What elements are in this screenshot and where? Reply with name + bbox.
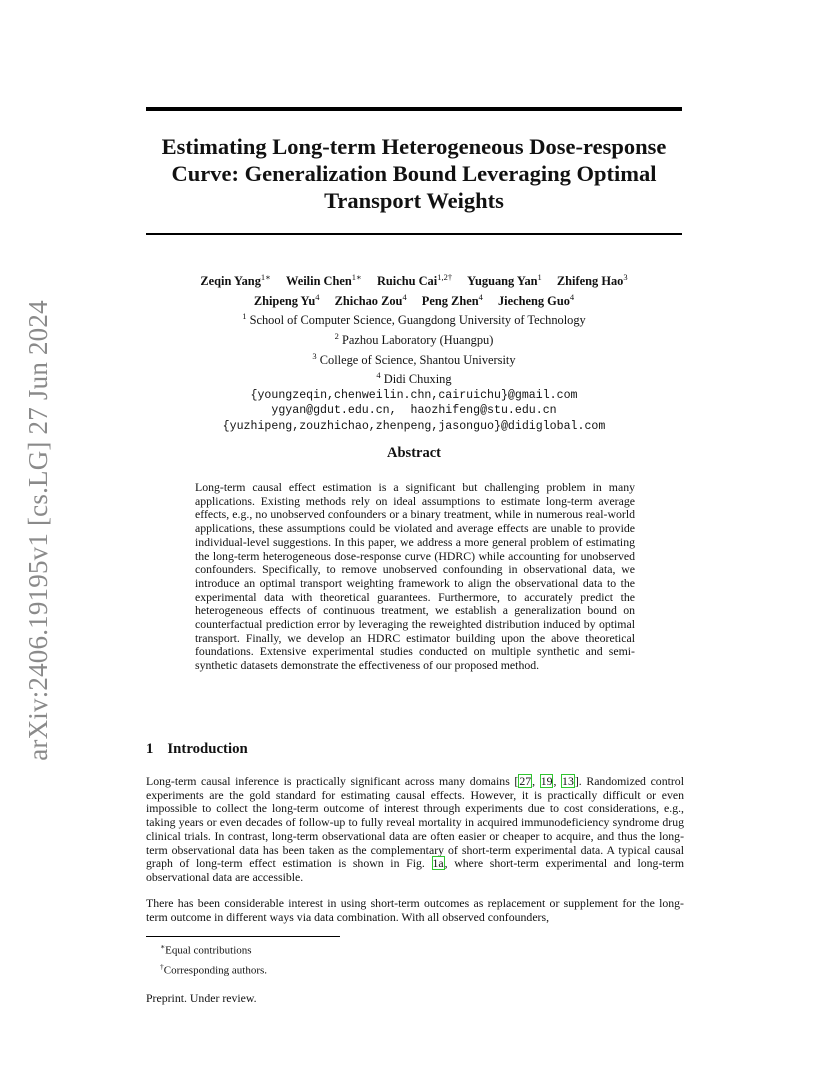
citation-link[interactable]: 13 [562, 774, 574, 788]
author-row-1 [120, 270, 708, 290]
citation-link[interactable]: 27 [519, 774, 532, 788]
author-name: Ruichu Cai$^{1,2\dagger}$ [376, 272, 453, 289]
citation-link[interactable]: 19 [540, 774, 553, 788]
figure-reference-link[interactable]: 1a [432, 856, 444, 871]
preprint-notice: Preprint. Under review. [146, 991, 257, 1005]
author-name: Weilin Chen$^{1∗}$ [286, 272, 362, 289]
abstract-text: Long-term causal effect estimation is a significant but challenging problem in many applications. Existing methods rely on ideal assumptions to estimate long-term average effects, e.g., no unobserved confounders or a binary treatment, while in numerous real-world applications, these assumptions could be violated and average effects are unable to provide individual-level suggestions. In this paper, we address a more general problem of estimating the long-term heterogeneous dose-response curve (HDRC) while accounting for unobserved confounders. Specifically, to remove unobserved confounding in observational data, we introduce an optimal transport weighting framework to align the observational data to the experimental data with theoretical guarantees. Furthermore, to accurately predict the heterogeneous effects of continuous treatment, we establish a generalization bound on counterfactual prediction error by leveraging the reweighted distribution induced by optimal transport. Finally, we develop an HDRC estimator building upon the above theoretical foundations. Extensive experimental studies conducted on multiple synthetic and semi-synthetic datasets demonstrate the effectiveness of our proposed method. [195, 480, 635, 673]
author-name: Peng Zhen$^4$ [421, 291, 483, 308]
author-name: Jiecheng Guo$^4$ [497, 291, 575, 308]
affiliation-line: $^3$ College of Science, Shantou University [312, 350, 516, 367]
email-line: {youngzeqin,chenweilin.chn,cairuichu}@gmail.com [250, 388, 578, 402]
author-name: Zeqin Yang$^{1∗}$ [200, 272, 271, 289]
email-line: {yuzhipeng,zouzhichao,zhenpeng,jasonguo}@didiglobal.com [222, 419, 606, 433]
author-name: Zhifeng Hao$^3$ [556, 272, 628, 289]
paper-title: Estimating Long-term Heterogeneous Dose-response Curve: Generalization Bound Leveraging Optimal Transport Weights [161, 134, 667, 213]
arxiv-identifier-stamp [24, 290, 52, 770]
footnotes [160, 939, 267, 978]
abstract-heading: Abstract [387, 445, 441, 461]
section-number: 1 [146, 741, 154, 757]
section-heading-introduction [146, 741, 248, 758]
section-title: Introduction [167, 741, 248, 757]
author-row-2 [120, 290, 708, 310]
author-name: Zhichao Zou$^4$ [334, 291, 407, 308]
title-rule-bottom [146, 233, 682, 235]
intro-paragraph-2: There has been considerable interest in using short-term outcomes as replacement or supplement for the long-term outcome in different ways via data combination. With all observed confounders, [146, 896, 684, 924]
affiliation-line: $^2$ Pazhou Laboratory (Huangpu) [334, 330, 494, 347]
footnote: †Corresponding authors. [160, 961, 268, 977]
footnote: ∗Equal contributions [160, 942, 252, 957]
affiliation-line: $^4$ Didi Chuxing [376, 370, 452, 387]
author-name: Yuguang Yan$^1$ [467, 272, 542, 289]
affiliation-line: $^1$ School of Computer Science, Guangdong University of Technology [242, 311, 586, 328]
title-rule-top [146, 107, 682, 111]
intro-paragraph-1: Long-term causal inference is practically significant across many domains [27, 19, 13]. Randomized control experiments are the gold standard for estimating causal effects. However, it is practically difficult or even impossible to collect the long-term outcome of interest through experiments due to cost considerations, e.g., taking years or even decades of follow-up to fully reveal mortality in acquired immunodeficiency syndrome drug clinical trials. In contrast, long-term observational data are often easier or cheaper to acquire, and thus the long-term observational data has been taken as the complementary of short-term experimental data. A typical causal graph of long-term effect estimation is shown in Fig. 1a, where short-term experimental and long-term observational data are accessible. [146, 774, 684, 884]
author-name: Zhipeng Yu$^4$ [253, 291, 320, 308]
arxiv-identifier-text: arXiv:2406.19195v1 [cs.LG] 27 Jun 2024 [22, 299, 53, 761]
footnote-rule [146, 936, 340, 937]
author-block [120, 270, 708, 434]
email-line: ygyan@gdut.edu.cn, haozhifeng@stu.edu.cn [271, 404, 557, 418]
